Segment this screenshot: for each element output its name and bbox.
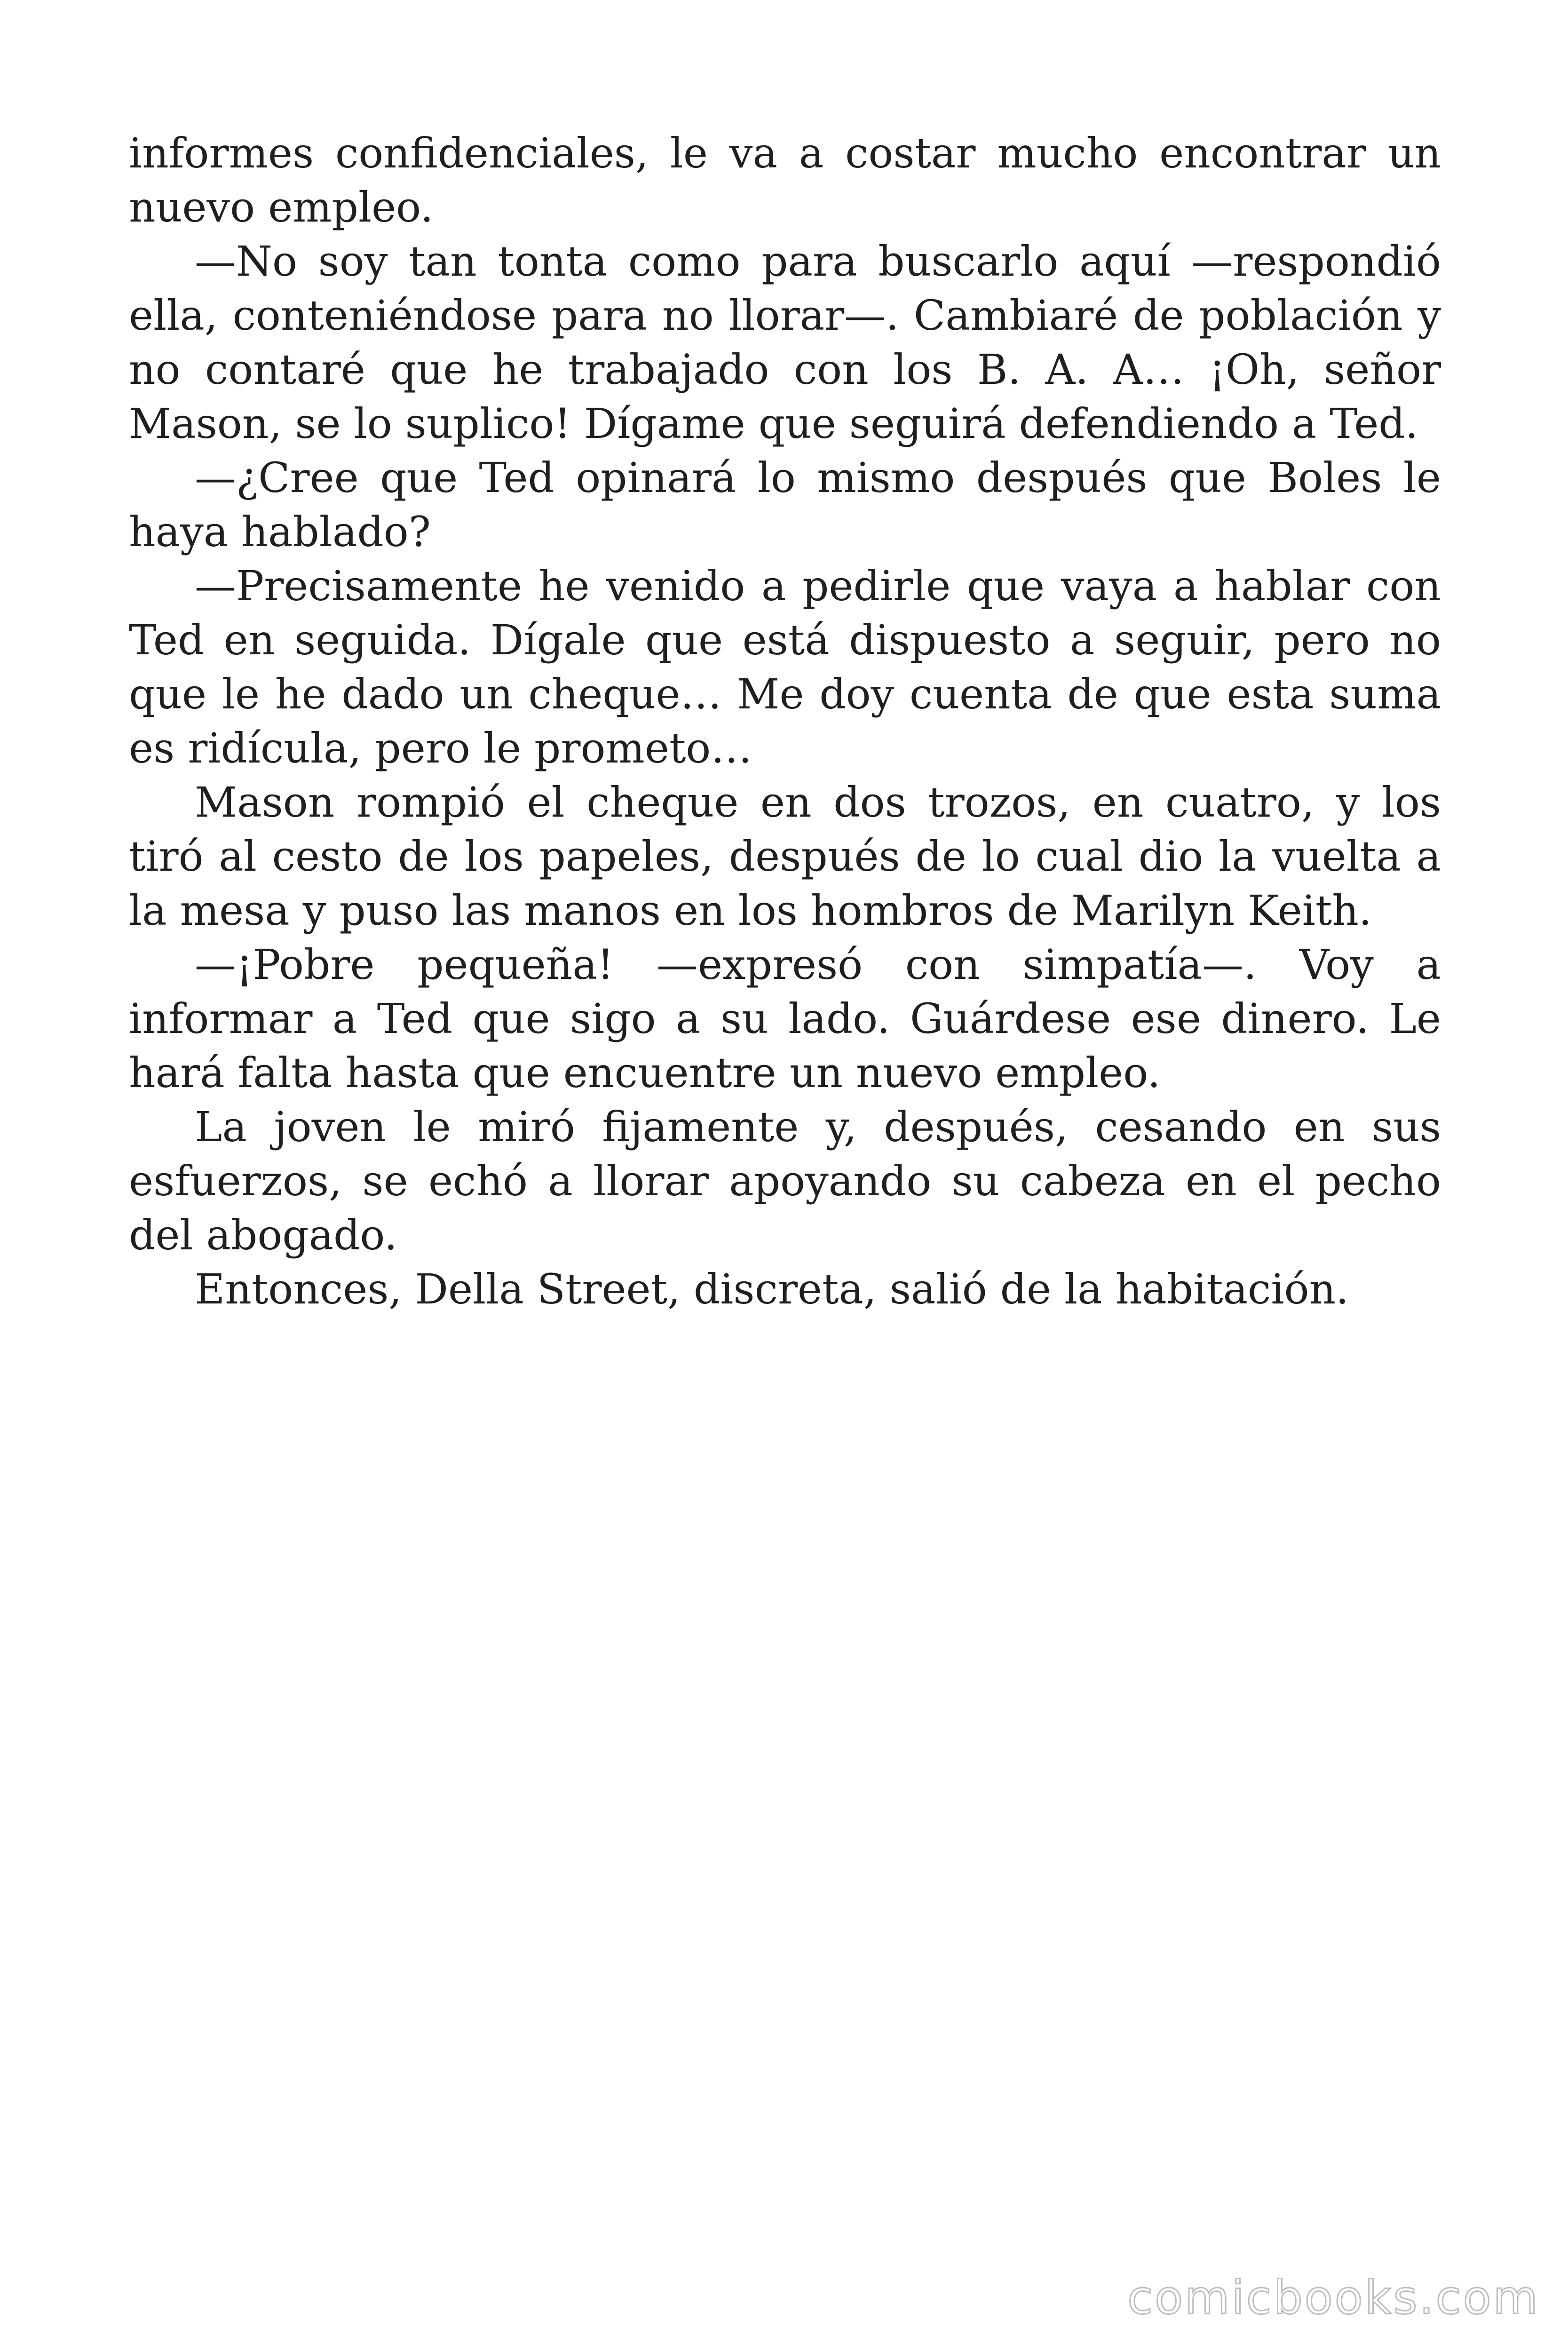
paragraph: —¿Cree que Ted opinará lo mismo después que Boles le haya hablado? [129,453,1441,556]
paragraph: —Precisamente he venido a pedirle que vaya a hablar con Ted en seguida. Dígale que está dispuesto a seguir, pero no que le he dado un cheque… Me doy cuenta de que esta suma es ridícula, pero le prometo… [129,562,1441,772]
paragraph: —¡Pobre pequeña! —expresó con simpatía—. Voy a informar a Ted que sigo a su lado. Guárdese ese dinero. Le hará falta hasta que encuentre un nuevo empleo. [129,940,1441,1097]
watermark: comicbooks.com [1127,2271,1540,2325]
paragraph: Mason rompió el cheque en dos trozos, en cuatro, y los tiró al cesto de los papeles, después de lo cual dio la vuelta a la mesa y puso las manos en los hombros de Marilyn Keith. [129,778,1441,935]
paragraph: informes confidenciales, le va a costar mucho encontrar un nuevo empleo. [129,129,1441,231]
body-text [129,126,1441,1316]
paragraph: La joven le miró fijamente y, después, cesando en sus esfuerzos, se echó a llorar apoyando su cabeza en el pecho del abogado. [129,1103,1441,1259]
paragraph: —No soy tan tonta como para buscarlo aquí —respondió ella, conteniéndose para no llorar—. Cambiaré de población y no contaré que he trabajado con los B. A. A… ¡Oh, señor Mason, se lo suplico! Dígame que seguirá defendiendo a Ted. [129,237,1441,448]
paragraph: Entonces, Della Street, discreta, salió de la habitación. [195,1265,1349,1313]
